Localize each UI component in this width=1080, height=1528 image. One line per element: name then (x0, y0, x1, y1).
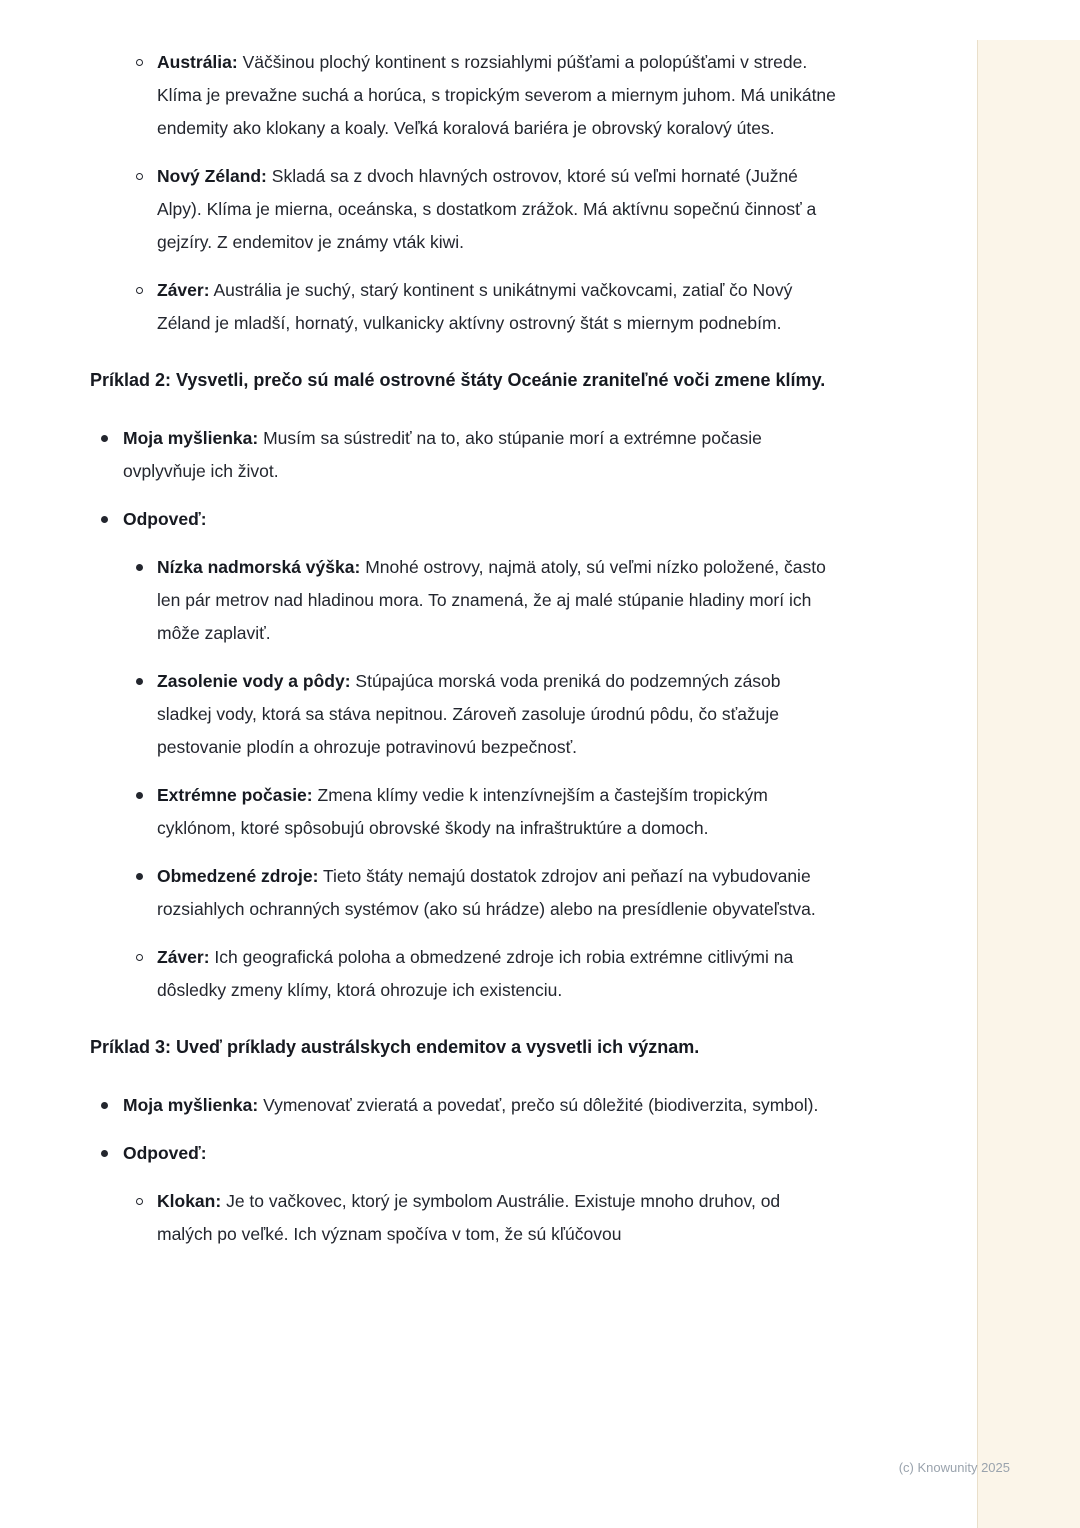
item-text: Je to vačkovec, ktorý je symbolom Austrálie. Existuje mnoho druhov, od malých po veľké. Ich význam spočíva v tom, že sú kľúčovou (157, 1191, 781, 1244)
list-item-extreme-weather (123, 779, 838, 845)
item-label: Austrália: (157, 52, 238, 72)
list-item-conclusion (123, 274, 838, 340)
list-item-limited-resources (123, 860, 838, 926)
list-item-low-elevation (123, 551, 838, 650)
example-2-heading: Príklad 2: Vysvetli, prečo sú malé ostrovné štáty Oceánie zraniteľné voči zmene klímy. (90, 370, 826, 390)
item-text: Stúpajúca morská voda preniká do podzemných zásob sladkej vody, ktorá sa stáva nepitnou. Zároveň zasoluje úrodnú pôdu, čo sťažuje pestovanie plodín a ohrozuje potravinovú bezpečnosť. (157, 671, 781, 757)
disc-bullet-icon (101, 1102, 108, 1109)
item-label: Extrémne počasie: (157, 785, 313, 805)
disc-bullet-icon (101, 516, 108, 523)
item-label: Nízka nadmorská výška: (157, 557, 361, 577)
disc-bullet-icon (101, 1150, 108, 1157)
intro-list (90, 46, 838, 340)
circle-bullet-icon (136, 954, 143, 961)
example-3-heading: Príklad 3: Uveď príklady austrálskych endemitov a vysvetli ich význam. (90, 1037, 700, 1057)
item-text: Austrália je suchý, starý kontinent s unikátnymi vačkovcami, zatiaľ čo Nový Zéland je mladší, hornatý, vulkanicky aktívny ostrovný štát s miernym podnebím. (157, 280, 793, 333)
item-label: Nový Zéland: (157, 166, 267, 186)
item-label: Moja myšlienka: (123, 1095, 259, 1115)
item-text: Skladá sa z dvoch hlavných ostrovov, ktoré sú veľmi hornaté (Južné Alpy). Klíma je mierna, oceánska, s dostatkom zrážok. Má aktívnu sopečnú činnosť a gejzíry. Z endemitov je známy vták kiwi. (157, 166, 817, 252)
list-item-kangaroo (123, 1185, 838, 1251)
item-text: Mnohé ostrovy, najmä atoly, sú veľmi nízko položené, často len pár metrov nad hladinou mora. To znamená, že aj malé stúpanie hladiny morí ich môže zaplaviť. (157, 557, 826, 643)
disc-bullet-icon (101, 435, 108, 442)
disc-bullet-icon (136, 873, 143, 880)
list-item-thought (90, 422, 838, 488)
item-label: Záver: (157, 280, 210, 300)
circle-bullet-icon (136, 173, 143, 180)
item-label: Obmedzené zdroje: (157, 866, 319, 886)
item-text: Vymenovať zvieratá a povedať, prečo sú dôležité (biodiverzita, symbol). (263, 1095, 819, 1115)
example-3-list (90, 1089, 838, 1251)
document-content (90, 46, 838, 1251)
item-text: Ich geografická poloha a obmedzené zdroje ich robia extrémne citlivými na dôsledky zmeny klímy, ktorá ohrozuje ich existenciu. (157, 947, 794, 1000)
list-item-new-zealand (123, 160, 838, 259)
list-item-conclusion (123, 941, 838, 1007)
item-text: Tieto štáty nemajú dostatok zdrojov ani peňazí na vybudovanie rozsiahlych ochranných systémov (ako sú hrádze) alebo na presídlenie obyvateľstva. (157, 866, 816, 919)
circle-bullet-icon (136, 1198, 143, 1205)
circle-bullet-icon (136, 287, 143, 294)
item-label: Moja myšlienka: (123, 428, 259, 448)
disc-bullet-icon (136, 678, 143, 685)
item-text: Väčšinou plochý kontinent s rozsiahlymi púšťami a polopúšťami v strede. Klíma je prevažne suchá a horúca, s tropickým severom a miernym juhom. Má unikátne endemity ako klokany a koaly. Veľká koralová bariéra je obrovský koralový útes. (157, 52, 836, 138)
page-edge-strip (977, 40, 1080, 1528)
circle-bullet-icon (136, 59, 143, 66)
item-label: Zasolenie vody a pôdy: (157, 671, 351, 691)
list-item-thought (90, 1089, 838, 1122)
item-label: Odpoveď: (123, 509, 207, 529)
list-item-answer (90, 503, 838, 536)
item-label: Klokan: (157, 1191, 222, 1211)
example-2-list (90, 422, 838, 1007)
disc-bullet-icon (136, 564, 143, 571)
item-label: Záver: (157, 947, 210, 967)
list-item-answer (90, 1137, 838, 1170)
list-item-australia (123, 46, 838, 145)
item-label: Odpoveď: (123, 1143, 207, 1163)
item-text: Zmena klímy vedie k intenzívnejším a častejším tropickým cyklónom, ktoré spôsobujú obrovské škody na infraštruktúre a domoch. (157, 785, 768, 838)
item-text: Musím sa sústrediť na to, ako stúpanie morí a extrémne počasie ovplyvňuje ich život. (123, 428, 762, 481)
copyright-watermark: (c) Knowunity 2025 (898, 1460, 1010, 1475)
disc-bullet-icon (136, 792, 143, 799)
list-item-salinization (123, 665, 838, 764)
